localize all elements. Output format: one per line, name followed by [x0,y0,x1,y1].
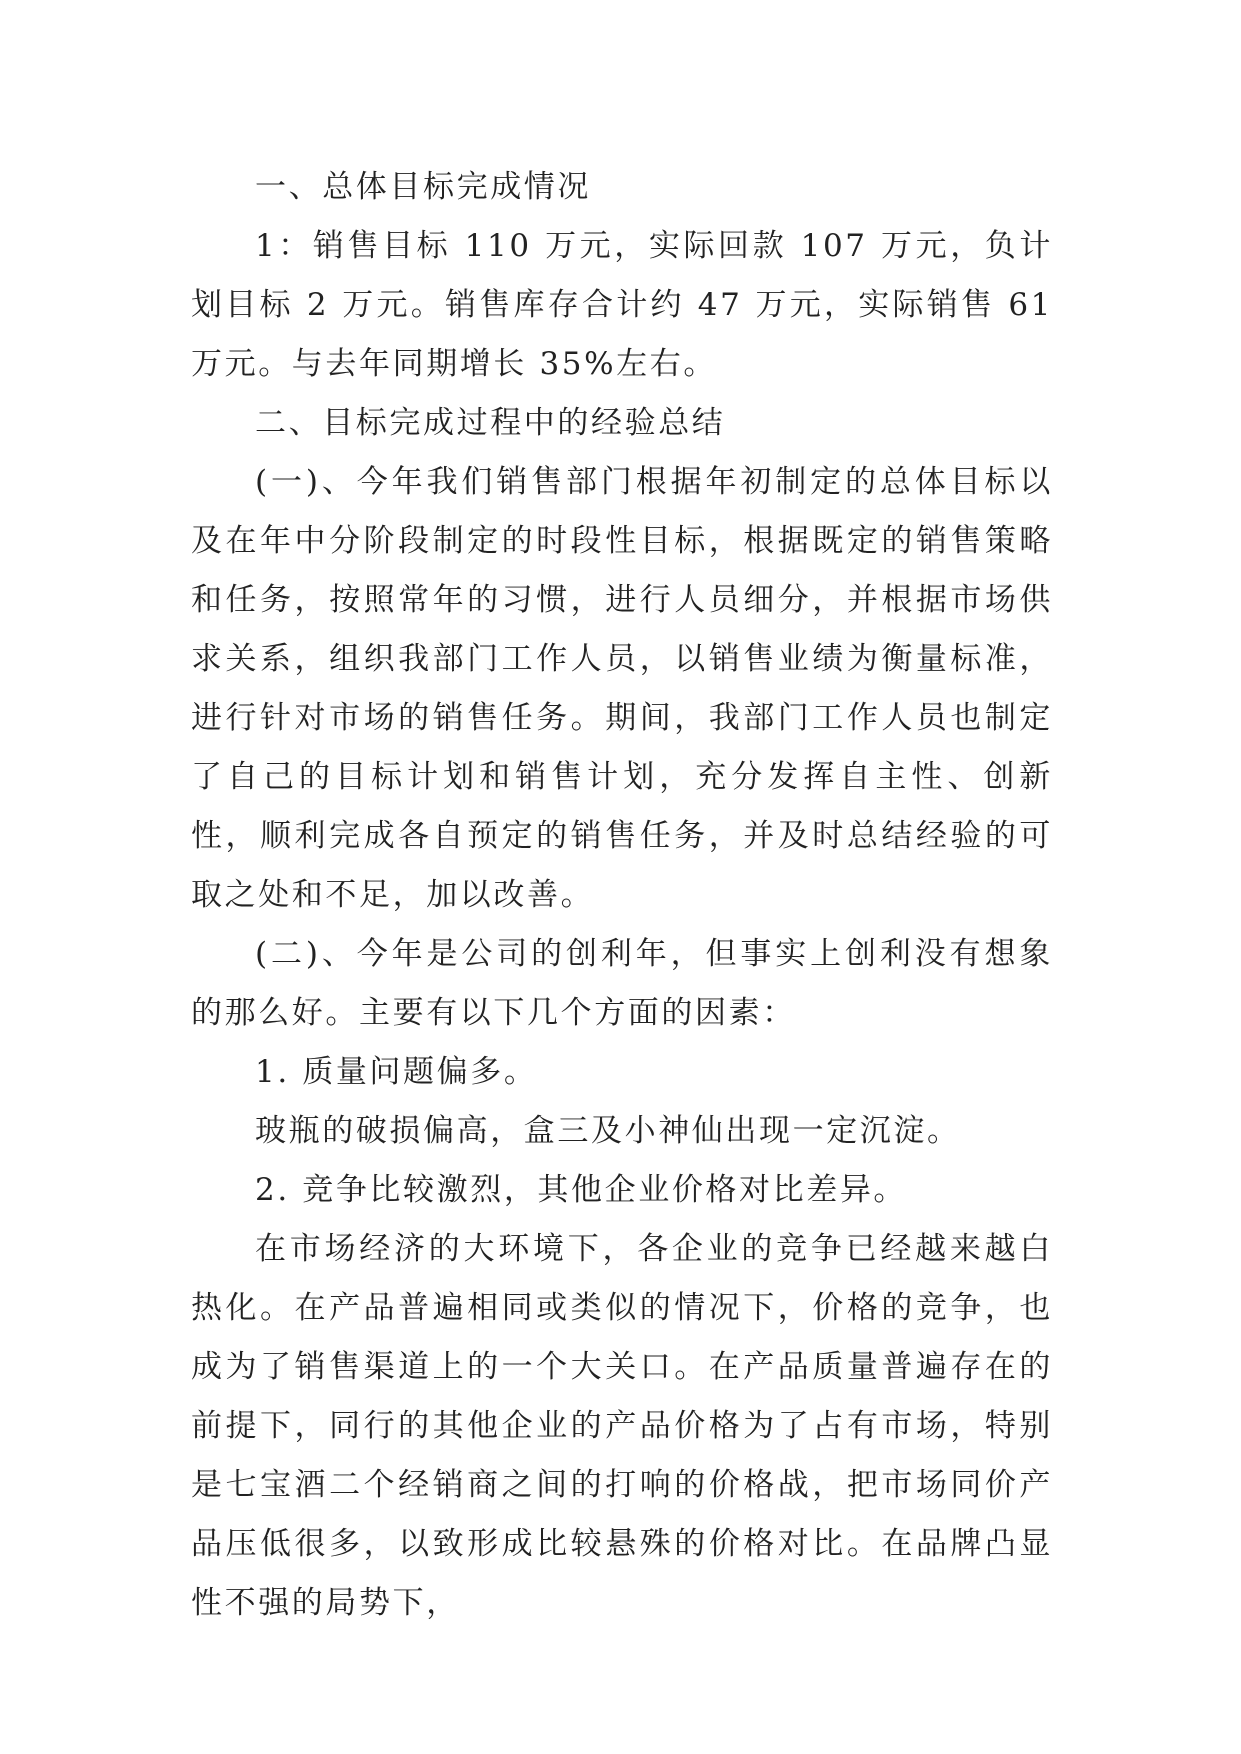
paragraph-quality-detail: 玻瓶的破损偏高，盒三及小神仙出现一定沉淀。 [255,1113,961,1149]
list-item-competition: 2. 竞争比较激烈，其他企业价格对比差异。 [255,1172,908,1208]
paragraph-sales-results: 1：销售目标 110 万元，实际回款 107 万元，负计划目标 2 万元。销售库存合计约 47 万元，实际销售 61 万元。与去年同期增长 35%左右。 [191,228,1053,382]
paragraph-point-two: (二)、今年是公司的创利年，但事实上创利没有想象的那么好。主要有以下几个方面的因素： [191,936,1053,1031]
section-heading-1: 一、总体目标完成情况 [255,169,591,205]
document-body [191,158,1053,1633]
list-item-quality: 1. 质量问题偏多。 [255,1054,538,1090]
section-heading-2: 二、目标完成过程中的经验总结 [255,405,726,441]
paragraph-competition-detail: 在市场经济的大环境下，各企业的竞争已经越来越白热化。在产品普遍相同或类似的情况下，价格的竞争，也成为了销售渠道上的一个大关口。在产品质量普遍存在的前提下，同行的其他企业的产品价格为了占有市场，特别是七宝酒二个经销商之间的打响的价格战，把市场同价产品压低很多，以致形成比较悬殊的价格对比。在品牌凸显性不强的局势下， [191,1231,1053,1621]
paragraph-point-one: (一)、今年我们销售部门根据年初制定的总体目标以及在年中分阶段制定的时段性目标，根据既定的销售策略和任务，按照常年的习惯，进行人员细分，并根据市场供求关系，组织我部门工作人员，以销售业绩为衡量标准，进行针对市场的销售任务。期间，我部门工作人员也制定了自己的目标计划和销售计划，充分发挥自主性、创新性，顺利完成各自预定的销售任务，并及时总结经验的可取之处和不足，加以改善。 [191,464,1053,913]
